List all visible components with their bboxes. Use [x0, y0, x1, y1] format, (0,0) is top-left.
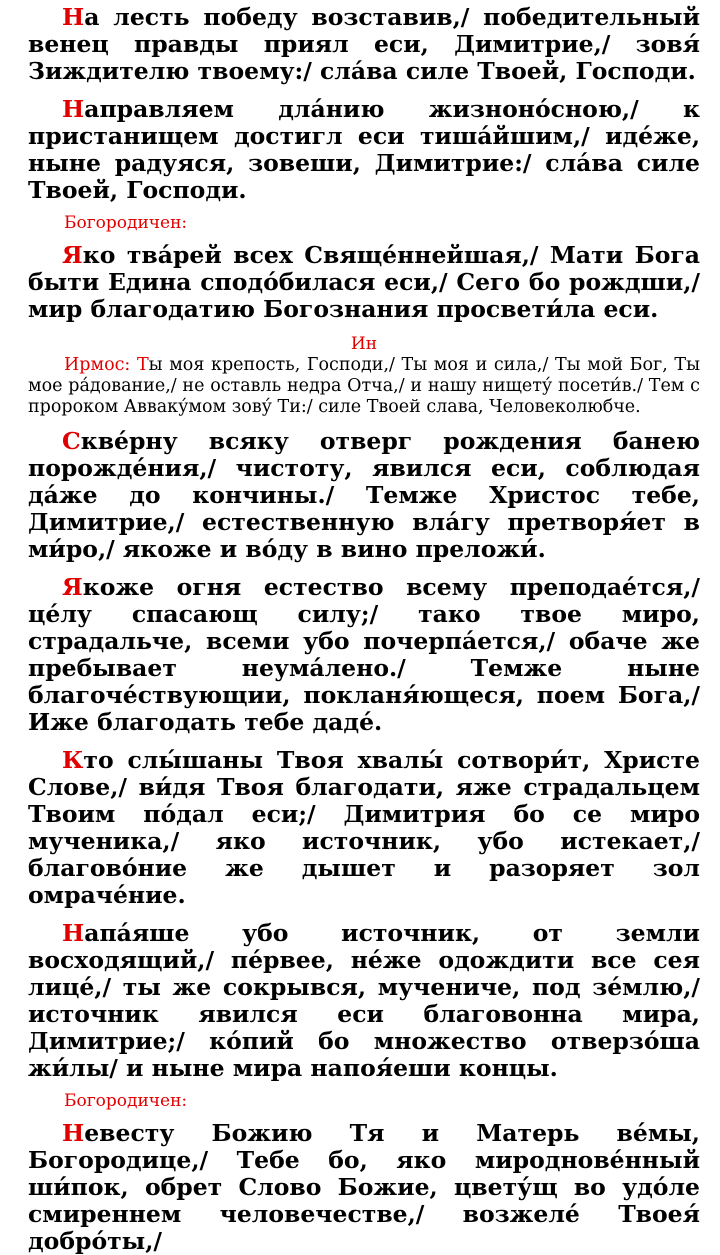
theotokion-1: [28, 242, 700, 323]
troparion-5: [28, 747, 700, 909]
troparion-text: аправляем дла́нию жизноно́сною,/ к пристанищем достигл еси тиша́йшим,/ иде́же, ныне радуяся, зовеши, Димитрие:/ сла́ва силе Твоей, Господи.: [28, 95, 700, 204]
theotokion-label: Богородичен:: [64, 1091, 188, 1111]
irmos: [28, 355, 700, 418]
red-initial: С: [62, 427, 81, 455]
troparion-text: то слы́шаны Твоя хвалы́ сотвори́т, Христе Слове,/ ви́дя Твоя благодати, яже страдальцем Твоим по́дал еси;/ Димитрия бо се миро мученика,/ яко источник, убо истекает,/ благово́ние же дышет и разоряет зол омраче́ние.: [28, 746, 700, 909]
red-initial: Н: [62, 919, 85, 947]
theotokion-2: [28, 1120, 700, 1255]
theotokion-text: ко тва́рей всех Свяще́ннейшая,/ Мати Бога быти Едина сподо́билася еси,/ Сего бо рождши,/ мир благодатию Богознания просвети́ла еси.: [28, 241, 700, 323]
red-initial: Я: [62, 241, 83, 269]
irmos-label: Ирмос:: [64, 355, 131, 375]
troparion-3: [28, 428, 700, 563]
troparion-text: кве́рну всяку отверг рождения банею порожде́ния,/ чистоту, явился еси, соблюдая да́же до кончины./ Темже Христос тебе, Димитрие,/ естественную вла́гу претворя́ет в ми́ро,/ якоже и во́ду в вино преложи́.: [28, 427, 700, 563]
troparion-text: коже огня естество всему преподае́тся,/ це́лу спасающ силу;/ тако твое миро, страдальче, всеми убо почерпа́ется,/ обаче же пребывает неума́лено./ Темже ныне благоче́ствующии, покланя́ющеся, поем Бога,/ Иже благодать тебе даде́.: [28, 573, 700, 736]
troparion-1: [28, 4, 700, 85]
red-initial: Н: [62, 95, 85, 123]
theotokion-text: евесту Божию Тя и Матерь ве́мы, Богородице,/ Тебе бо, яко мироднове́нный ши́пок, обрет Слово Божие, цвету́щ во удо́ле смиреннем человечестве,/ возжеле́ Твоея́ добро́ты,/: [28, 1119, 700, 1255]
troparion-6: [28, 920, 700, 1082]
troparion-4: [28, 574, 700, 736]
red-initial: Н: [62, 3, 85, 31]
canon-heading: Ин: [350, 334, 378, 354]
troparion-text: а лесть победу возставив,/ победительный венец правды приял еси, Димитрие,/ зовя́ Зиждителю твоему:/ сла́ва силе Твоей, Господи.: [28, 3, 700, 85]
red-initial: К: [62, 746, 84, 774]
theotokion-label: Богородичен:: [64, 213, 188, 233]
troparion-2: [28, 96, 700, 204]
irmos-text: ы моя крепость, Господи,/ Ты моя и сила,/ Ты мой Бог, Ты мое ра́дование,/ не оставль недра Отча,/ и нашу нищету́ посети́в./ Тем с пророком Авваку́мом зову́ Ти:/ силе Твоей слава, Человеколюбче.: [28, 355, 700, 417]
troparion-text: апа́яше убо источник, от земли восходящий,/ пе́рвее, не́же одождити все сея лице́,/ ты же сокрывся, мучениче, под зе́млю,/ источник явился еси благовонна мира, Димитрие;/ ко́пий бо множество отверзо́ша жи́лы/ и ныне мира напоя́еши концы.: [28, 919, 700, 1082]
red-initial: Н: [62, 1119, 85, 1147]
red-initial: Т: [136, 355, 149, 375]
red-initial: Я: [62, 573, 83, 601]
